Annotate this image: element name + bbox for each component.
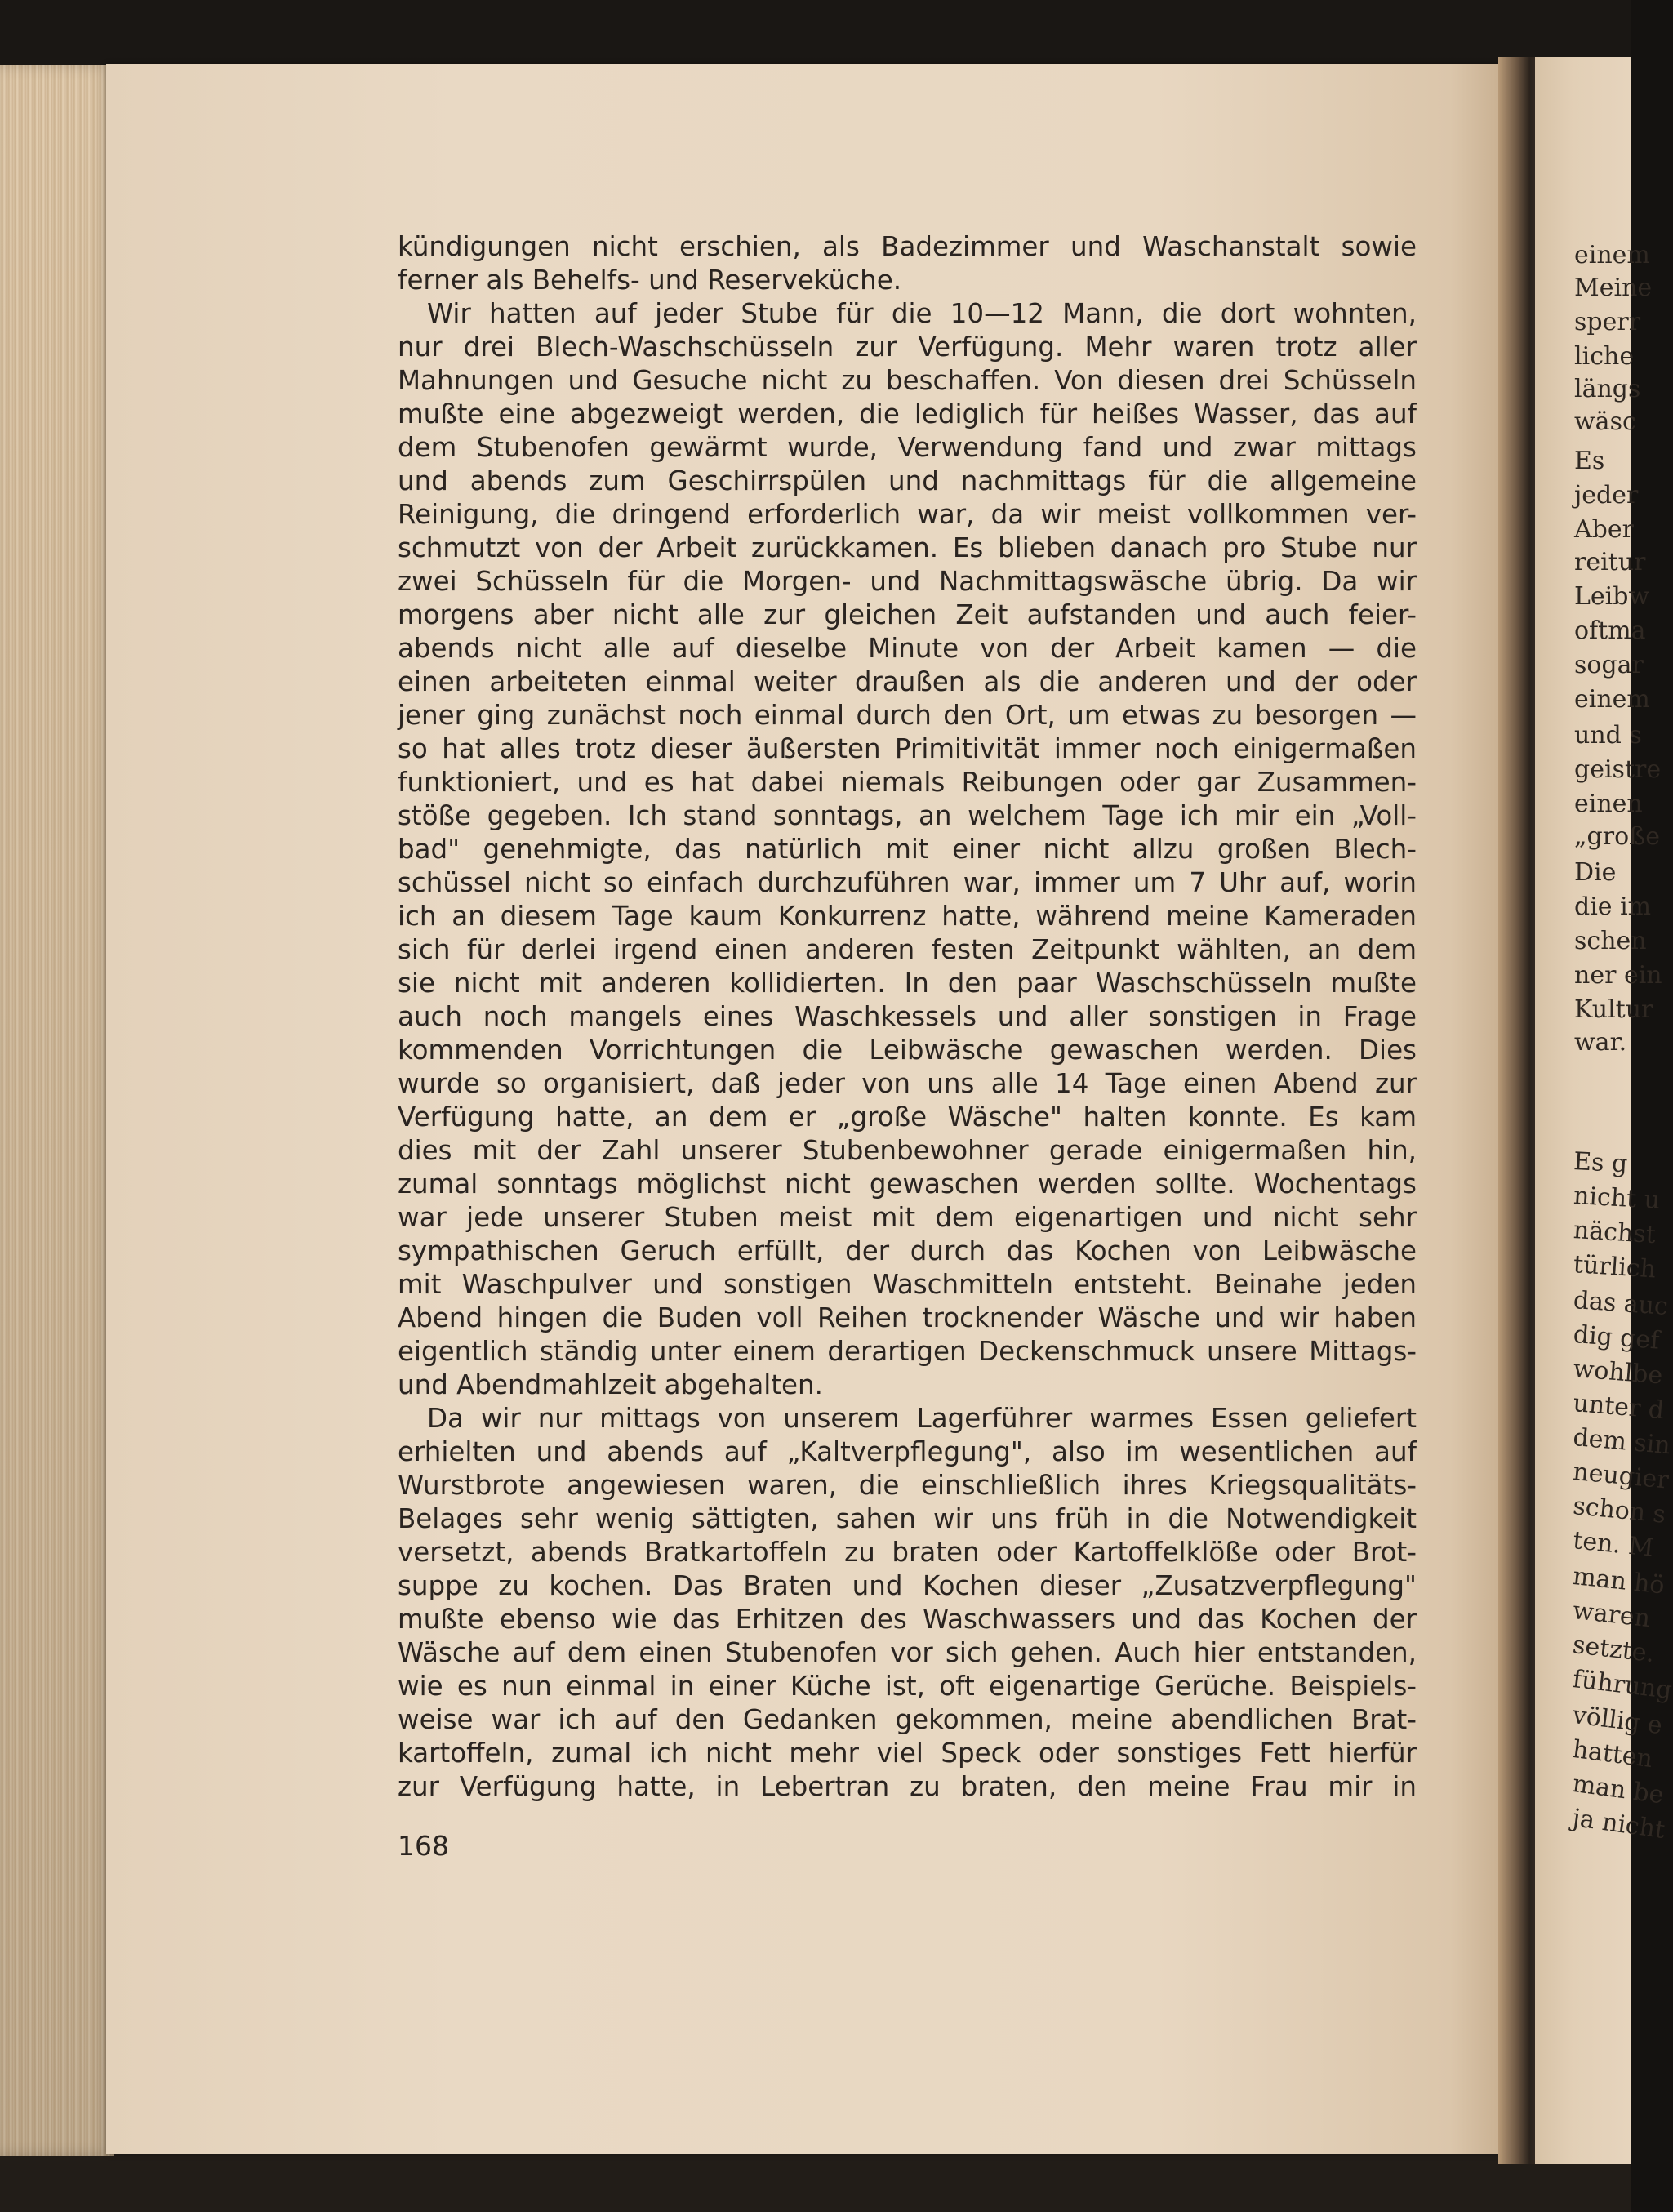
next-page-line: war. <box>1574 1028 1627 1057</box>
next-page-line: einem <box>1574 241 1650 269</box>
text-line: funktioniert, und es hat dabei niemals Reibungen oder gar Zusammen- <box>398 767 1417 798</box>
next-page-line: wohlbe <box>1572 1355 1664 1391</box>
text-line: kündigungen nicht erschien, als Badezimmer und Waschanstalt sowie <box>398 231 1417 262</box>
next-page-line: das auc <box>1572 1286 1669 1322</box>
text-line: ferner als Behelfs- und Reserveküche. <box>398 265 902 296</box>
text-line: einen arbeiteten einmal weiter draußen als die anderen und der oder <box>398 666 1417 697</box>
text-line: ich an diesem Tage kaum Konkurrenz hatte, während meine Kameraden <box>398 901 1417 932</box>
next-page-line: sogar <box>1574 651 1644 679</box>
next-page-line: „große <box>1574 822 1660 851</box>
text-line: jener ging zunächst noch einmal durch den Ort, um etwas zu besorgen — <box>398 700 1417 731</box>
next-page-line: Es <box>1574 447 1605 475</box>
text-line: zur Verfügung hatte, in Lebertran zu braten, den meine Frau mir in <box>398 1771 1417 1802</box>
right-page-fragment <box>1535 57 1673 2164</box>
text-line: sich für derlei irgend einen anderen festen Zeitpunkt wählten, an dem <box>398 934 1417 965</box>
next-page-line: schon s <box>1571 1492 1667 1529</box>
next-page-line: schen <box>1574 927 1647 955</box>
next-page-line: Es g <box>1573 1147 1629 1179</box>
next-page-line: einen <box>1574 790 1643 818</box>
next-page-line: längs <box>1574 375 1641 403</box>
text-line: zwei Schüsseln für die Morgen- und Nachmittagswäsche übrig. Da wir <box>398 566 1417 597</box>
next-page-line: reitur <box>1574 548 1646 576</box>
text-line: mußte ebenso wie das Erhitzen des Waschwassers und das Kochen der <box>398 1604 1417 1635</box>
next-page-line: oftma <box>1574 616 1646 645</box>
text-line: und Abendmahlzeit abgehalten. <box>398 1369 823 1400</box>
text-line: abends nicht alle auf dieselbe Minute von der Arbeit kamen — die <box>398 633 1417 664</box>
next-page-line: türlich <box>1572 1250 1657 1284</box>
next-page-line: die im <box>1574 892 1652 921</box>
text-line: Wir hatten auf jeder Stube für die 10—12 Mann, die dort wohnten, <box>427 298 1417 329</box>
text-line: weise war ich auf den Gedanken gekommen, meine abendlichen Brat- <box>398 1704 1417 1735</box>
next-page-line: man hö <box>1571 1562 1666 1600</box>
next-page-line: nächst <box>1573 1216 1657 1250</box>
text-line: suppe zu kochen. Das Braten und Kochen dieser „Zusatzverpflegung" <box>398 1570 1417 1601</box>
next-page-line: neugier <box>1572 1458 1671 1495</box>
next-page-line: jeder <box>1574 481 1639 510</box>
text-line: kartoffeln, zumal ich nicht mehr viel Speck oder sonstiges Fett hierfür <box>398 1738 1417 1769</box>
next-page-line: waren <box>1571 1596 1652 1634</box>
text-line: Wäsche auf dem einen Stubenofen vor sich gehen. Auch hier entstanden, <box>398 1637 1417 1668</box>
page-edges <box>0 65 114 2156</box>
next-page-line: geistre <box>1574 755 1662 784</box>
next-page-line: dem sin <box>1572 1423 1672 1461</box>
text-line: eigentlich ständig unter einem derartigen Deckenschmuck unsere Mittags- <box>398 1336 1417 1367</box>
text-line: stöße gegeben. Ich stand sonntags, an welchem Tage ich mir ein „Voll- <box>398 800 1417 831</box>
text-line: Da wir nur mittags von unserem Lagerführer warmes Essen geliefert <box>427 1403 1417 1434</box>
text-line: nur drei Blech-Waschschüsseln zur Verfügung. Mehr waren trotz aller <box>398 332 1417 363</box>
text-line: wie es nun einmal in einer Küche ist, oft eigenartige Gerüche. Beispiels- <box>398 1671 1417 1702</box>
next-page-line: ten. M <box>1571 1526 1655 1563</box>
text-line: kommenden Vorrichtungen die Leibwäsche gewaschen werden. Dies <box>398 1035 1417 1066</box>
next-page-line: dig gef <box>1572 1320 1661 1355</box>
next-page-line: Aber <box>1574 515 1634 544</box>
text-line: auch noch mangels eines Waschkessels und aller sonstigen in Frage <box>398 1001 1417 1032</box>
text-line: sympathischen Geruch erfüllt, der durch das Kochen von Leibwäsche <box>398 1235 1417 1266</box>
next-page-line: Meine <box>1574 274 1653 302</box>
text-line: so hat alles trotz dieser äußersten Primitivität immer noch einigermaßen <box>398 733 1417 764</box>
next-page-line: völlig e <box>1571 1701 1664 1741</box>
next-page-line: führung <box>1571 1665 1673 1706</box>
text-line: Mahnungen und Gesuche nicht zu beschaffen. Von diesen drei Schüsseln <box>398 365 1417 396</box>
next-page-line: Kultur <box>1574 995 1653 1024</box>
next-page-line: einem <box>1574 685 1650 714</box>
text-line: erhielten und abends auf „Kaltverpflegung", also im wesentlichen auf <box>398 1436 1417 1467</box>
text-line: wurde so organisiert, daß jeder von uns alle 14 Tage einen Abend zur <box>398 1068 1417 1099</box>
text-line: schüssel nicht so einfach durchzuführen war, immer um 7 Uhr auf, worin <box>398 867 1417 898</box>
next-page-line: Leibw <box>1574 582 1650 611</box>
text-line: morgens aber nicht alle zur gleichen Zeit aufstanden und auch feier- <box>398 599 1417 630</box>
next-page-line: ner ein <box>1574 961 1662 990</box>
next-page-line: und s <box>1574 721 1642 750</box>
text-line: versetzt, abends Bratkartoffeln zu braten oder Kartoffelklöße oder Brot- <box>398 1537 1417 1568</box>
next-page-line: liche <box>1574 342 1635 371</box>
text-line: Verfügung hatte, an dem er „große Wäsche" halten konnte. Es kam <box>398 1102 1417 1133</box>
text-line: Wurstbrote angewiesen waren, die einschließlich ihres Kriegsqualitäts- <box>398 1470 1417 1501</box>
page-number: 168 <box>398 1830 449 1862</box>
next-page-line: unter d <box>1572 1389 1666 1426</box>
next-page-line: man be <box>1570 1769 1666 1810</box>
text-line: dem Stubenofen gewärmt wurde, Verwendung fand und zwar mittags <box>398 432 1417 463</box>
text-line: mit Waschpulver und sonstigen Waschmitteln entsteht. Beinahe jeden <box>398 1269 1417 1300</box>
next-page-line: nicht u <box>1573 1182 1661 1215</box>
text-line: bad" genehmigte, das natürlich mit einer nicht allzu großen Blech- <box>398 834 1417 865</box>
text-line: schmutzt von der Arbeit zurückkamen. Es blieben danach pro Stube nur <box>398 532 1417 563</box>
next-page-line: sperr <box>1574 308 1641 336</box>
next-page-line: wäsc <box>1574 407 1636 436</box>
body-text <box>398 230 1417 1804</box>
text-line: Reinigung, die dringend erforderlich war, da wir meist vollkommen ver- <box>398 499 1417 530</box>
next-page-line: ja nicht <box>1570 1804 1667 1845</box>
text-line: Abend hingen die Buden voll Reihen trocknender Wäsche und wir haben <box>398 1302 1417 1333</box>
text-line: sie nicht mit anderen kollidierten. In den paar Waschschüsseln mußte <box>398 968 1417 999</box>
next-page-line: hatten <box>1570 1735 1654 1774</box>
text-line: Belages sehr wenig sättigten, sahen wir uns früh in die Notwendigkeit <box>398 1503 1417 1534</box>
text-line: zumal sonntags möglichst nicht gewaschen werden sollte. Wochentags <box>398 1168 1417 1199</box>
text-line: mußte eine abgezweigt werden, die lediglich für heißes Wasser, das auf <box>398 398 1417 429</box>
text-line: und abends zum Geschirrspülen und nachmittags für die allgemeine <box>398 465 1417 496</box>
text-line: dies mit der Zahl unserer Stubenbewohner gerade einigermaßen hin, <box>398 1135 1417 1166</box>
next-page-line: Die <box>1574 858 1617 887</box>
text-line: war jede unserer Stuben meist mit dem eigenartigen und nicht sehr <box>398 1202 1417 1233</box>
next-page-line: setzte. <box>1571 1631 1657 1669</box>
